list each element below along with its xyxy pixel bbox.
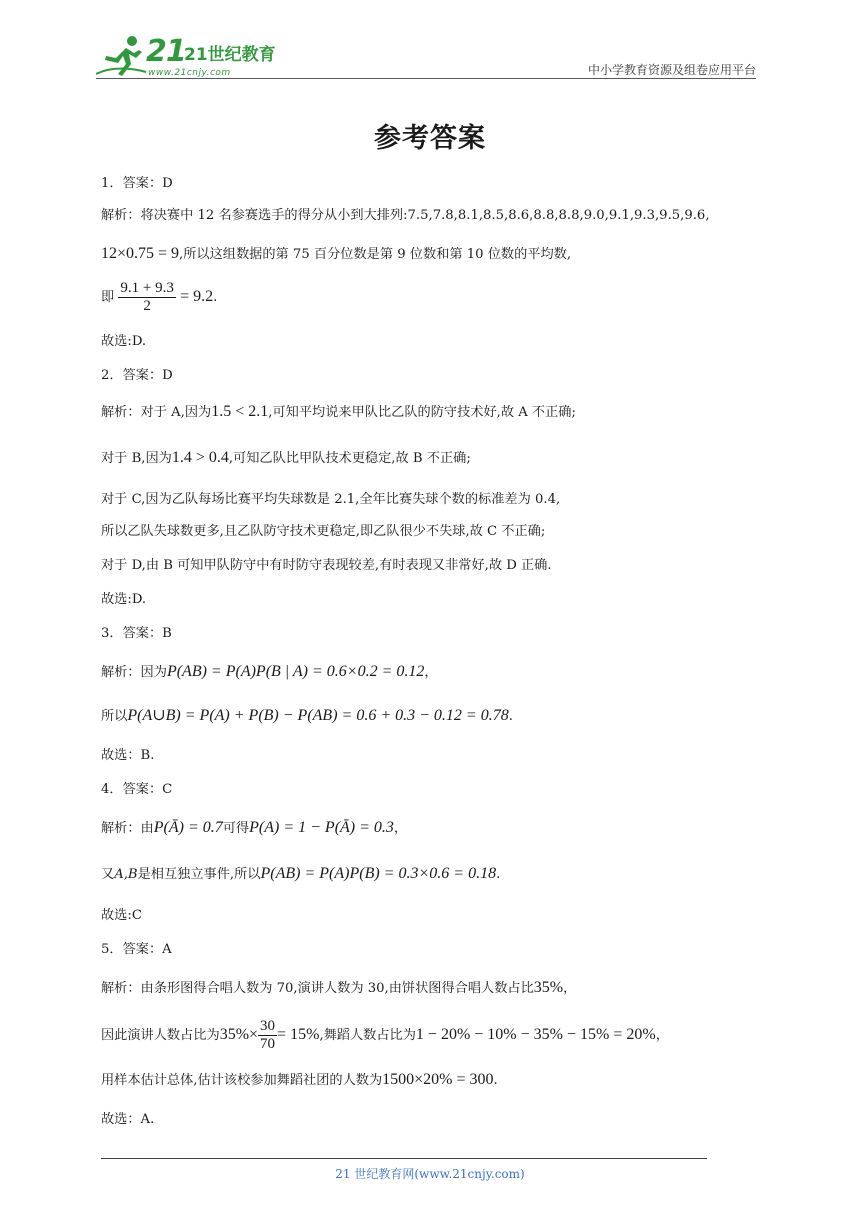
answer-5-line-1: 解析：由条形图得合唱人数为 70,演讲人数为 30,由饼状图得合唱人数占比35%， (101, 979, 577, 996)
answer-2-line-4: 所以乙队失球数更多,且乙队防守技术更稳定,即乙队很少不失球,故 C 不正确; (101, 524, 546, 539)
runner-logo-icon (96, 34, 148, 78)
math-variable: A,B (114, 867, 138, 882)
math-expression: P(AB) = P(A)P(B | A) = 0.6×0.2 = 0.12 (166, 663, 425, 680)
answer-1-conclusion: 故选:D. (101, 334, 147, 349)
text: ,舞蹈人数占比为 (319, 1028, 416, 1043)
answer-2-line-2 (101, 448, 471, 469)
fraction (258, 1018, 277, 1053)
answer-3-heading: 3．答案：B (101, 626, 172, 641)
text: 解析：对于 A,因为 (101, 405, 212, 420)
math-expression: 12×0.75 = 9 (101, 245, 180, 262)
footer-link[interactable]: 21 世纪教育网(www.21cnjy.com) (335, 1167, 525, 1181)
text: ,可知乙队比甲队技术更稳定,故 B 不正确; (228, 451, 471, 466)
logo-text: 21世纪教育 (184, 45, 276, 65)
answer-5-conclusion: 故选：A. (101, 1112, 155, 1127)
footer-divider (101, 1158, 707, 1159)
answer-5-heading: 5．答案：A (101, 942, 172, 957)
text: 对于 B,因为 (101, 451, 172, 466)
fraction-numerator: 9.1 + 9.3 (120, 280, 174, 296)
answer-2-line-5: 对于 D,由 B 可知甲队防守中有时防守表现较差,有时表现又非常好,故 D 正确. (101, 558, 552, 573)
logo-url: www.21cnjy.com (148, 68, 231, 78)
page-header (96, 28, 756, 80)
logo (96, 34, 276, 78)
text: ,所以这组数据的第 75 百分位数是第 9 位数和第 10 位数的平均数, (179, 247, 572, 262)
answer-2-conclusion: 故选:D. (101, 592, 147, 607)
answer-1-line-1: 解析：将决赛中 12 名参赛选手的得分从小到大排列:7.5,7.8,8.1,8.5,8.6,8.8,8.8,9.0,9.1,9.3,9.5,9.6, (101, 208, 710, 223)
fraction-denominator: 70 (260, 1036, 276, 1052)
answer-4-conclusion: 故选:C (101, 908, 142, 923)
math-expression: P(A) = 1 − P(Ā) = 0.3 (249, 819, 394, 836)
math-expression: 1.4 > 0.4 (171, 449, 229, 466)
answer-4-heading: 4．答案：C (101, 782, 173, 797)
math-expression: 1500×20% = 300 (382, 1071, 494, 1088)
fraction (118, 280, 175, 315)
answer-5-line-2: 因此演讲人数占比为35%× $\frac{30}{70}$ = 15%,舞蹈人数占比为1 − 20% − 10% − 35% − 15% = 20%， (101, 1018, 669, 1052)
answer-5-line-3: 用样本估计总体,估计该校参加舞蹈社团的人数为1500×20% = 300. (101, 1071, 498, 1088)
text: 即 (101, 290, 115, 305)
math-expression: P(AB) = P(A)P(B) = 0.3×0.6 = 0.18 (260, 865, 497, 882)
answer-3-line-2: 所以P(A∪B) = P(A) + P(B) − P(AB) = 0.6 + 0.3 − 0.12 = 0.78. (101, 707, 513, 724)
math-expression: = 9.2 (180, 288, 214, 305)
text: 因此演讲人数占比为 (101, 1028, 220, 1043)
text: 解析：由条形图得合唱人数为 70,演讲人数为 30,由饼状图得合唱人数占比 (101, 981, 534, 996)
page-title: 参考答案 (374, 123, 486, 154)
answer-2-heading: 2．答案：D (101, 368, 173, 383)
text: 解析：由 (101, 821, 154, 836)
answer-2-line-3: 对于 C,因为乙队每场比赛平均失球数是 2.1,全年比赛失球个数的标准差为 0.4, (101, 492, 561, 507)
answer-1-heading: 1．答案：D (101, 176, 173, 191)
answer-1-line-3: 即 $\frac{9.1 + 9.3}{2}$ = 9.2. (101, 280, 218, 314)
answer-2-line-1 (101, 402, 576, 423)
fraction-numerator: 30 (260, 1018, 276, 1034)
math-expression: = 15% (277, 1026, 320, 1043)
text: 解析：因为 (101, 665, 167, 680)
fraction-denominator: 2 (143, 298, 151, 314)
answer-4-line-1: 解析：由P(Ā) = 0.7可得P(A) = 1 − P(Ā) = 0.3， (101, 819, 408, 836)
math-expression: 35% (533, 979, 564, 996)
text: 是相互独立事件,所以 (137, 867, 261, 882)
math-expression: P(Ā) = 0.7 (153, 819, 223, 836)
text: ,可知平均说来甲队比乙队的防守技术好,故 A 不正确; (268, 405, 576, 420)
math-expression: 1.5 < 2.1 (211, 403, 269, 420)
header-divider (96, 78, 756, 79)
text: 又 (101, 867, 115, 882)
answer-1-line-2 (101, 244, 571, 265)
math-expression: 1 − 20% − 10% − 35% − 15% = 20% (415, 1026, 656, 1043)
math-expression: P(A∪B) = P(A) + P(B) − P(AB) = 0.6 + 0.3 − 0.12 = 0.78 (127, 707, 509, 724)
text: 用样本估计总体,估计该校参加舞蹈社团的人数为 (101, 1073, 383, 1088)
logo-number: 21 (146, 34, 186, 69)
answer-4-line-2: 又A,B是相互独立事件,所以P(AB) = P(A)P(B) = 0.3×0.6 = 0.18. (101, 865, 501, 882)
answer-3-conclusion: 故选：B. (101, 748, 155, 763)
math-expression: 35%× (219, 1026, 259, 1043)
text: 可得 (222, 821, 250, 836)
text: 所以 (101, 709, 128, 724)
header-tagline: 中小学教育资源及组卷应用平台 (587, 63, 756, 77)
answer-3-line-1: 解析：因为P(AB) = P(A)P(B | A) = 0.6×0.2 = 0.12， (101, 663, 438, 680)
